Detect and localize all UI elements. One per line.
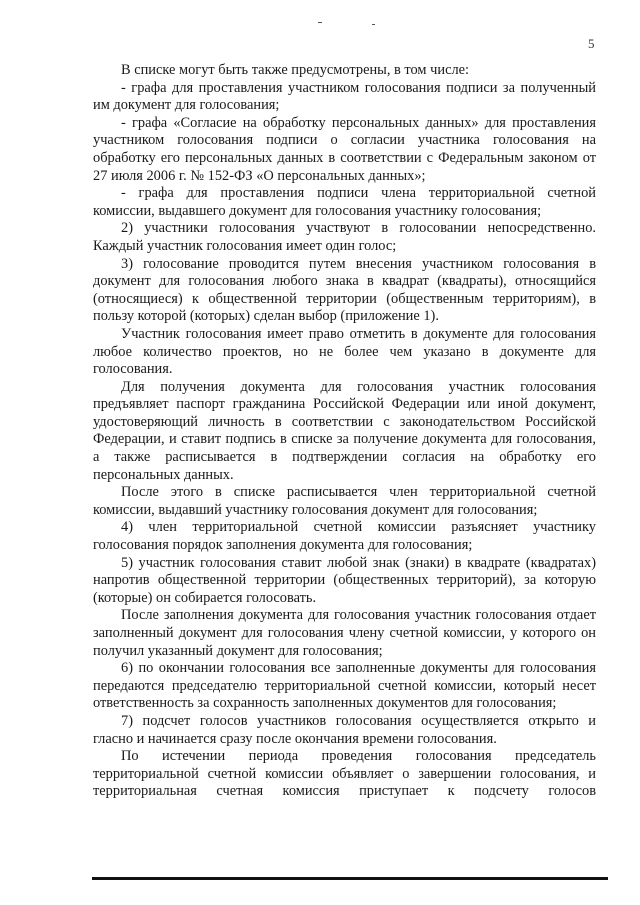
page-number: 5: [588, 36, 595, 51]
paragraph: 6) по окончании голосования все заполненные документы для голосования передаются председателю территориальной счетной комиссии, который несет ответственность за сохранность заполненных документов для голосования;: [93, 660, 596, 712]
scan-mark: [318, 22, 322, 23]
scan-mark: [372, 24, 375, 25]
paragraph: - графа «Согласие на обработку персональных данных» для проставления участником голосования подписи о согласии участника голосования на обработку его персональных данных в соответствии с Федеральным законом от 27 июля 2006 г. № 152-ФЗ «О персональных данных»;: [93, 114, 596, 184]
paragraph: Участник голосования имеет право отметить в документе для голосования любое количество проектов, но не более чем указано в документе для голосования.: [93, 325, 596, 378]
bottom-rule: [92, 877, 608, 880]
paragraph: После этого в списке расписывается член территориальной счетной комиссии, выдавший участнику голосования документ для голосования;: [93, 484, 596, 518]
paragraph: 7) подсчет голосов участников голосования осуществляется открыто и гласно и начинается сразу после окончания времени голосования.: [93, 712, 596, 747]
paragraph: 5) участник голосования ставит любой знак (знаки) в квадрате (квадратах) напротив общественной территории (общественных территорий), за которую (которые) он собирается голосовать.: [93, 554, 596, 606]
paragraph: В списке могут быть также предусмотрены, в том числе:: [121, 62, 470, 78]
paragraph: 2) участники голосования участвуют в голосовании непосредственно. Каждый участник голосования имеет один голос;: [93, 220, 596, 254]
paragraph: - графа для проставления участником голосования подписи за полученный им документ для голосования;: [93, 79, 596, 114]
paragraph: Для получения документа для голосования участник голосования предъявляет паспорт гражданина Российской Федерации или иной документ, удостоверяющий личность в соответствии с законодательством Российской Федерации, и ставит подпись в списке за получение документа для голосования, а также расписывается в подтверждении согласия на обработку его персональных данных.: [93, 378, 596, 483]
paragraph: После заполнения документа для голосования участник голосования отдает заполненный документ для голосования члену счетной комиссии, у которого он получил указанный документ для голосования;: [93, 607, 596, 659]
document-body: [93, 62, 596, 801]
paragraph: По истечении периода проведения голосования председатель территориальной счетной комиссии объявляет о завершении голосования, и территориальная счетная комиссия приступает к подсчету голосов: [93, 748, 596, 800]
paragraph: 4) член территориальной счетной комиссии разъясняет участнику голосования порядок заполнения документа для голосования;: [93, 519, 596, 554]
paragraph: 3) голосование проводится путем внесения участником голосования в документ для голосования любого знака в квадрат (квадраты), относящийся (относящиеся) к общественной территории (общественным территориям), в пользу которой (которых) сделан выбор (приложение 1).: [93, 255, 596, 325]
paragraph: - графа для проставления подписи члена территориальной счетной комиссии, выдавшего документ для голосования участнику голосования;: [93, 185, 596, 219]
